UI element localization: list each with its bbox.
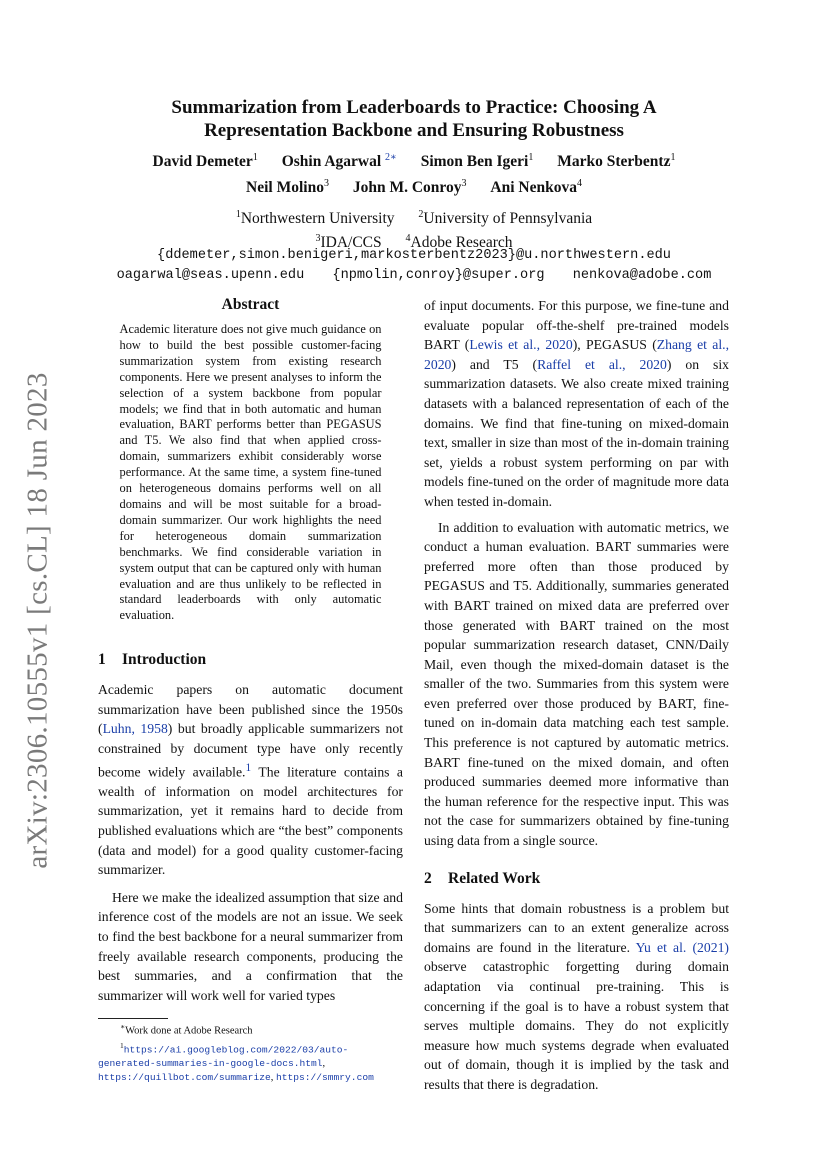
email-address: {npmolin,conroy}@super.org: [332, 268, 545, 283]
paper-title: [100, 96, 728, 142]
intro-paragraph-2: Here we make the idealized assumption that size and inference cost of the models are not an issue. We seek to find the best backbone for a neural summarizer from freely available research components, producing the best summaries, and a confirmation that the summarizer will work well for varied types: [98, 889, 403, 1003]
email-line-2: [80, 266, 748, 286]
author: David Demeter$^1$: [152, 152, 258, 171]
arxiv-id: arXiv:2306.10555v1 [cs.CL] 18 Jun 2023: [21, 371, 54, 869]
email-list: [80, 246, 748, 286]
intro-paragraph-1: Academic papers on automatic document summarization have been published since the 1950s (Luhn, 1958) but broadly applicable summarizers not constrained by document type have only recently become widely available.$^1$ The literature contains a wealth of information on model architectures for summarization, yet it remains hard to decide from published evaluations which are “the best” components (data and model) for a good quality customer-facing summarizer.: [98, 682, 403, 878]
right-column: [424, 296, 729, 1095]
affiliation-row-1: [80, 205, 748, 229]
section-title: Related Work: [448, 869, 541, 887]
affiliation: $^3$IDA/CCS: [315, 233, 382, 252]
citation-link[interactable]: Luhn, 1958: [102, 721, 168, 737]
citation-link[interactable]: Yu et al. (2021): [635, 939, 729, 955]
footnote-url-link[interactable]: https://quillbot.com/summarize: [98, 1072, 271, 1083]
arxiv-stamp: [18, 360, 58, 880]
intro-paragraph-4: In addition to evaluation with automatic metrics, we conduct a human evaluation. BART summaries were preferred more often than those produced by PEGASUS and T5. Additionally, summaries generated with BART trained on mixed data are preferred over those generated with BART trained on the most popular summarization research dataset, CNN/Daily Mail, even though the mixed-domain dataset is the smaller of the two. Summaries from this system were even preferred over those produced by BART, fine-tuned on in-domain data matching each test sample. This preference is not captured by automatic metrics. BART fine-tuned on the mixed domain, and often produced summaries deemed more informative than the human reference for the respective input. This was not the case for summarizers obtained by fine-tuning using data from a single source.: [424, 519, 729, 849]
author-row-1: [100, 147, 728, 173]
footnote-url-link[interactable]: https://ai.googleblog.com/2022/03/auto-generated-summaries-in-google-docs.html: [98, 1044, 349, 1069]
author: Marko Sterbentz$^1$: [557, 152, 676, 171]
citation-link[interactable]: Lewis et al., 2020: [469, 337, 573, 353]
footnote-divider: [98, 1018, 168, 1019]
related-paragraph-1: Some hints that domain robustness is a problem but that summarizers can to an extent generalize across domains are found in the literature. Yu et al. (2021) observe catastrophic forgetting during domain adaptation via continual pre-training. This is concerning if the goal is to have a robust system that serves multiple domains. They do not explicitly measure how much systems degrade when evaluated out of domain, though it is implied by the task and results that there is degradation.: [424, 900, 729, 1092]
title-line-2: Representation Backbone and Ensuring Robustness: [204, 120, 624, 141]
intro-paragraph-3: of input documents. For this purpose, we fine-tune and evaluate popular off-the-shelf pre-trained models BART (Lewis et al., 2020), PEGASUS (Zhang et al., 2020) and T5 (Raffel et al., 2020) on six summarization datasets. We also create mixed training datasets with a balanced representation of each of the domains. We find that fine-tuning on mixed-domain text, smaller in size than most of the in-domain training set, yields a robust system performing on par with models fine-tuned on the order of magnitude more data when tested in-domain.: [424, 298, 729, 509]
author: Ani Nenkova$^4$: [490, 178, 582, 197]
section-title: Introduction: [122, 651, 207, 669]
citation-link[interactable]: Raffel et al., 2020: [537, 356, 667, 372]
section-number: 2: [424, 869, 432, 887]
left-column: [98, 296, 403, 1005]
abstract-heading: Abstract: [221, 296, 280, 313]
footnote-url-link[interactable]: https://smmry.com: [275, 1072, 374, 1083]
footnote-star: ∗Work done at Adobe Research: [120, 1022, 253, 1037]
footnote-ref[interactable]: 1: [245, 761, 252, 774]
author: Neil Molino$^3$: [246, 178, 329, 197]
section-number: 1: [98, 651, 106, 669]
affiliation: $^4$Adobe Research: [405, 233, 513, 252]
section-heading-introduction: [98, 650, 403, 670]
footnotes: [98, 1020, 403, 1085]
author: Simon Ben Igeri$^1$: [420, 152, 534, 171]
section-heading-related-work: [424, 869, 729, 889]
email-address: nenkova@adobe.com: [572, 268, 712, 283]
author-list: [100, 147, 728, 199]
affiliation: $^1$Northwestern University: [235, 209, 395, 228]
citation-link[interactable]: Zhang et al., 2020: [424, 337, 729, 372]
affiliation: $^2$University of Pennsylvania: [418, 209, 593, 228]
email-address: oagarwal@seas.upenn.edu: [116, 268, 305, 283]
footnote-1: $^1$https://ai.googleblog.com/2022/03/auto-generated-summaries-in-google-docs.html, https://quillbot.com/summarize, https://smmry.com: [98, 1040, 374, 1083]
author: John M. Conroy$^3$: [352, 178, 467, 197]
email-line-1: {ddemeter,simon.benigeri,markosterbentz2023}@u.northwestern.edu: [157, 248, 671, 263]
abstract-text: Academic literature does not give much guidance on how to build the best possible customer-facing summarization system from existing research components. Here we present analyses to inform the selection of a system backbone from popular models; we find that in both automatic and human evaluation, BART performs better than PEGASUS and T5. We also find that when applied cross-domain, summarizers exhibit considerably worse performance. At the same time, a system fine-tuned on heterogeneous domains performs well on all domains and will be most suitable for a broad-domain summarizer. Our work highlights the need for heterogeneous domain summarization benchmarks. We find considerable variation in system output that can be captured only with human evaluation and are thus unlikely to be reflected in standard leaderboards with only automatic evaluation.: [119, 322, 382, 623]
author-row-2: [100, 173, 728, 199]
author: Oshin Agarwal $^{2∗}$: [281, 152, 397, 171]
title-line-1: Summarization from Leaderboards to Practice: Choosing A: [171, 97, 657, 118]
